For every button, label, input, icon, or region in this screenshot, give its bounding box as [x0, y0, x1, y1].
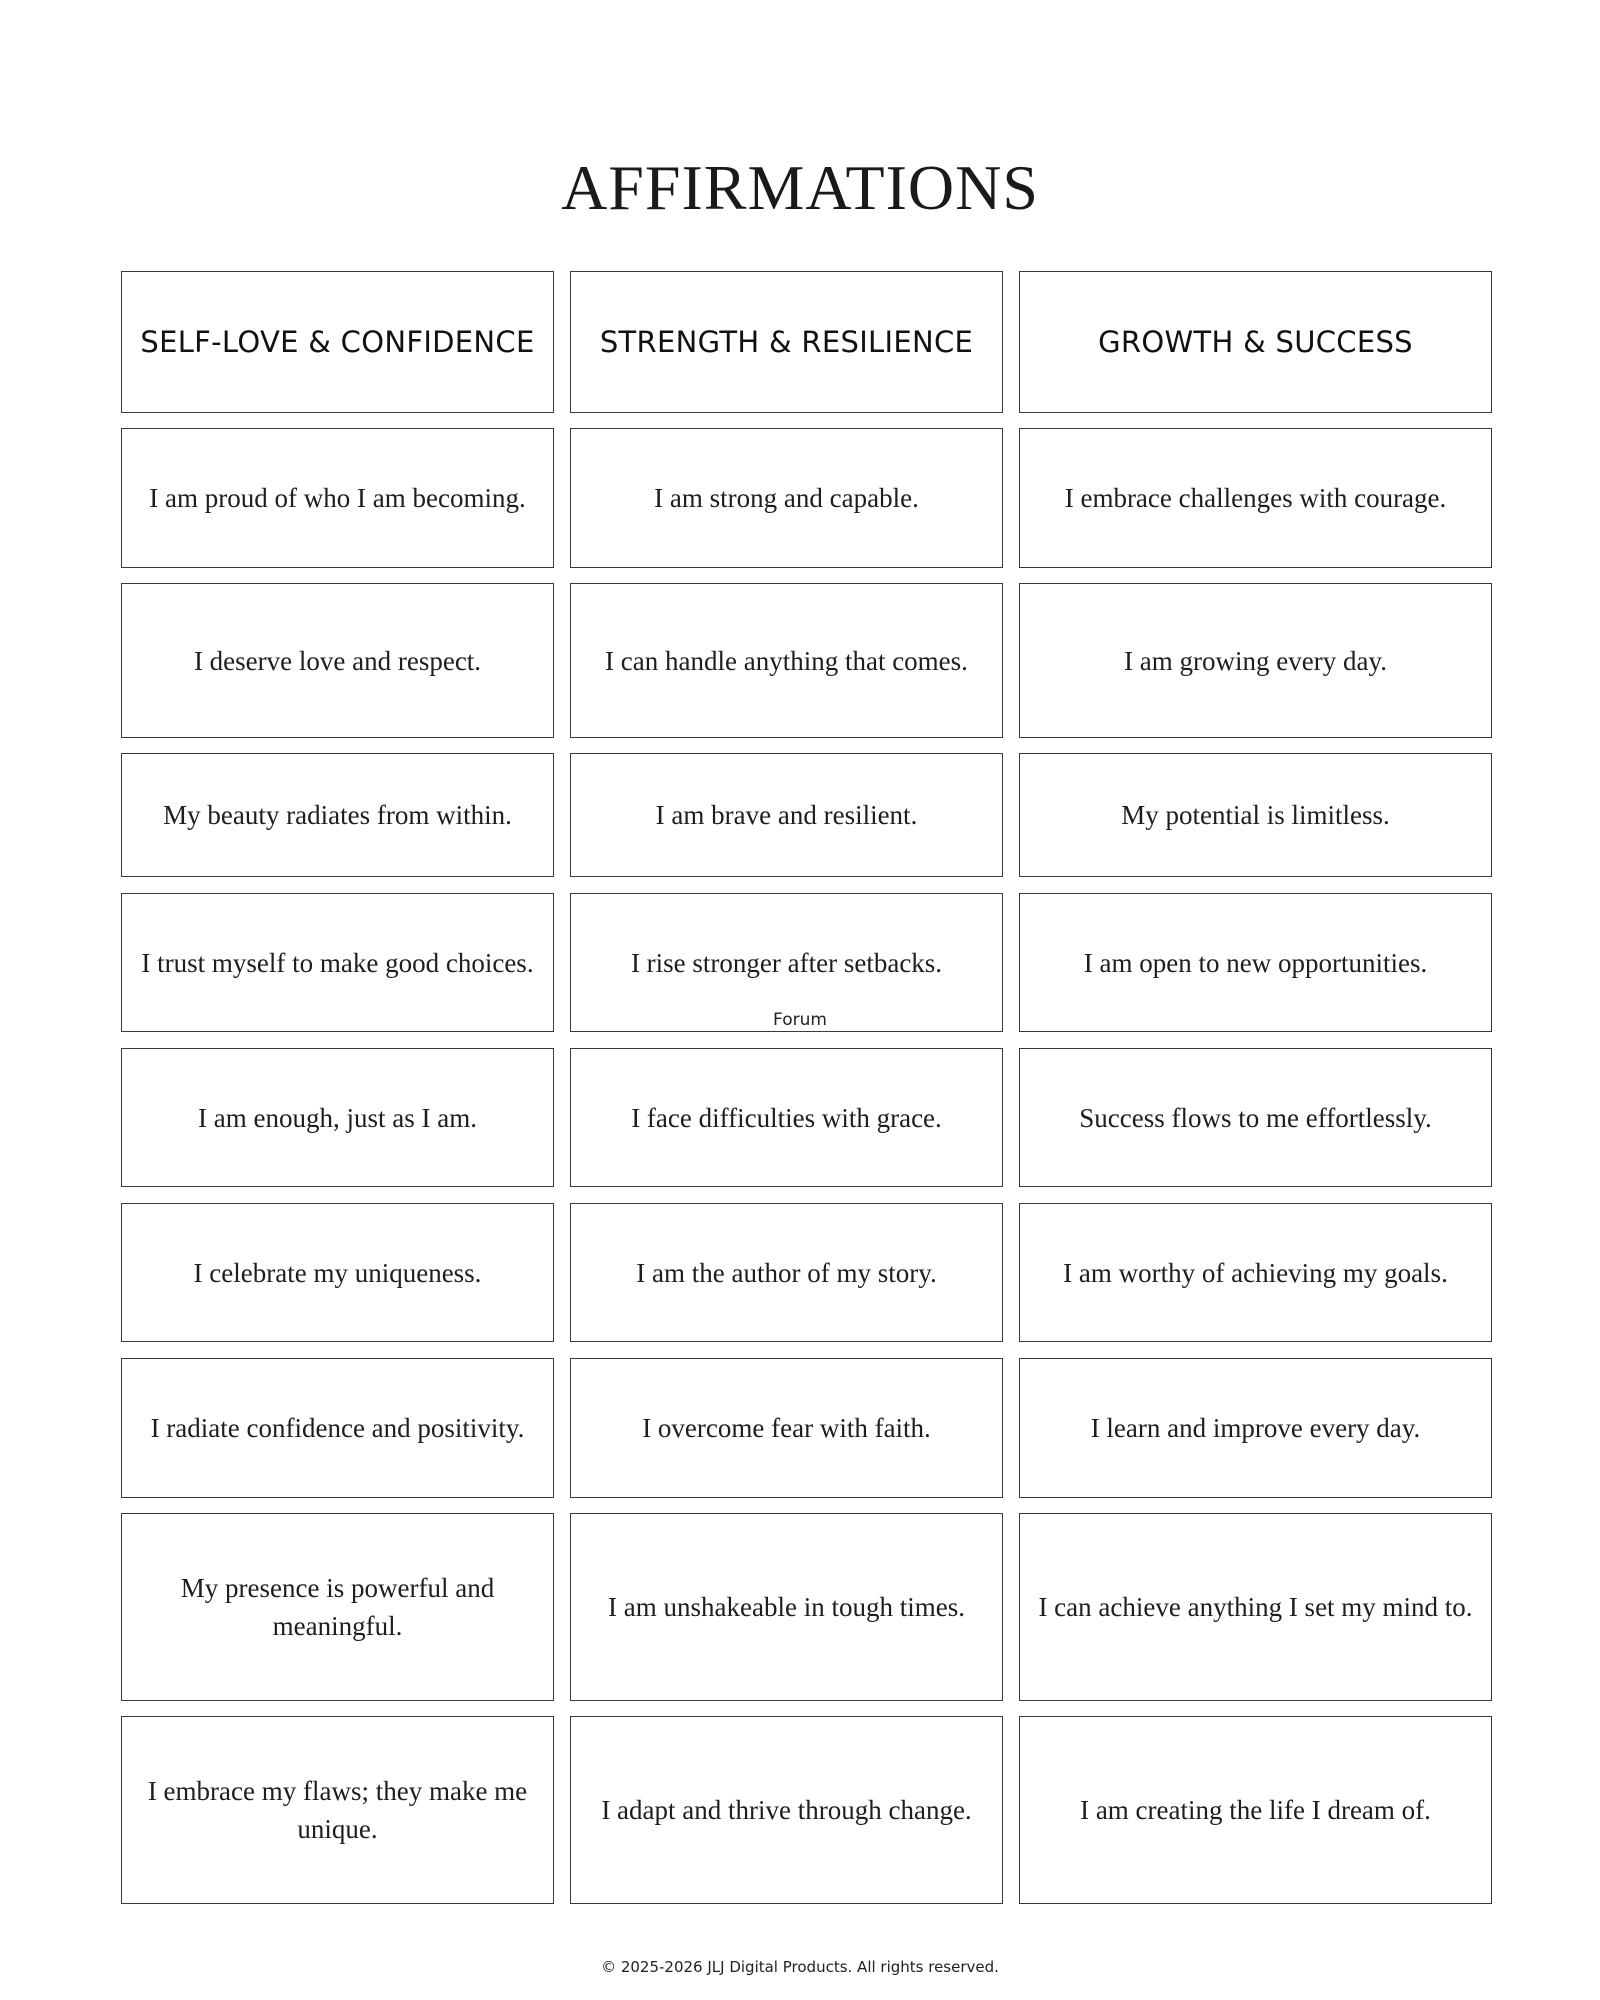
affirmation-text: I am strong and capable. [654, 483, 919, 513]
affirmation-card [121, 1716, 554, 1904]
affirmation-card [570, 1203, 1003, 1342]
affirmation-card [121, 753, 554, 877]
affirmation-text: I am unshakeable in tough times. [608, 1592, 965, 1622]
affirmation-text: I can achieve anything I set my mind to. [1038, 1592, 1473, 1622]
affirmation-text: I embrace challenges with courage. [1064, 483, 1447, 513]
affirmation-card [570, 1358, 1003, 1498]
affirmation-text: I am open to new opportunities. [1083, 947, 1428, 978]
page-title: AFFIRMATIONS [561, 152, 1039, 223]
column-header-growth [1019, 271, 1492, 413]
affirmation-text: I learn and improve every day. [1090, 1413, 1421, 1443]
affirmation-text: My presence is powerful and meaningful. [180, 1573, 495, 1641]
affirmation-card [1019, 583, 1492, 738]
affirmation-card [570, 428, 1003, 568]
affirmation-card [121, 1358, 554, 1498]
affirmation-text: I radiate confidence and positivity. [150, 1413, 525, 1443]
affirmation-card [1019, 753, 1492, 877]
affirmation-text: I am enough, just as I am. [198, 1102, 477, 1133]
affirmation-text: I adapt and thrive through change. [601, 1795, 972, 1825]
affirmation-card [1019, 1358, 1492, 1498]
affirmation-text: I deserve love and respect. [193, 645, 482, 676]
affirmation-card [1019, 1048, 1492, 1187]
column-header-label: SELF-LOVE & CONFIDENCE [140, 325, 535, 359]
affirmation-text: I rise stronger after setbacks. [630, 947, 943, 978]
affirmation-card [570, 1716, 1003, 1904]
affirmation-card [1019, 1716, 1492, 1904]
affirmation-card [570, 1513, 1003, 1701]
affirmation-text: Success flows to me effortlessly. [1079, 1102, 1432, 1133]
affirmation-card [121, 428, 554, 568]
affirmation-card [570, 583, 1003, 738]
affirmation-text: I am growing every day. [1124, 645, 1387, 676]
column-header-strength [570, 271, 1003, 413]
affirmation-card [121, 583, 554, 738]
affirmation-text: I am worthy of achieving my goals. [1063, 1257, 1448, 1288]
affirmation-text: I trust myself to make good choices. [141, 947, 534, 978]
affirmation-card [121, 1513, 554, 1701]
column-header-label: GROWTH & SUCCESS [1098, 325, 1413, 359]
affirmation-card [1019, 1513, 1492, 1701]
affirmation-text: I am creating the life I dream of. [1080, 1795, 1431, 1825]
affirmation-text: I face difficulties with grace. [631, 1102, 942, 1133]
affirmation-text: I am brave and resilient. [655, 800, 918, 830]
affirmation-text: I overcome fear with faith. [642, 1413, 931, 1443]
copyright-footer: © 2025-2026 JLJ Digital Products. All rights reserved. [601, 1958, 999, 1976]
affirmation-card [1019, 428, 1492, 568]
affirmation-card [121, 1203, 554, 1342]
affirmation-card [570, 1048, 1003, 1187]
affirmation-text: I am proud of who I am becoming. [149, 483, 526, 513]
affirmation-text: My potential is limitless. [1121, 800, 1390, 830]
affirmation-text: I celebrate my uniqueness. [193, 1257, 482, 1288]
affirmation-card [570, 753, 1003, 877]
affirmation-card [121, 1048, 554, 1187]
affirmation-text: I can handle anything that comes. [605, 645, 968, 676]
affirmation-text: My beauty radiates from within. [163, 800, 512, 830]
overlay-label: Forum [773, 1010, 827, 1030]
column-header-self-love [121, 271, 554, 413]
affirmation-text: I embrace my flaws; they make me unique. [147, 1776, 528, 1844]
affirmation-text: I am the author of my story. [636, 1257, 937, 1288]
affirmation-card [1019, 1203, 1492, 1342]
column-header-label: STRENGTH & RESILIENCE [599, 325, 974, 359]
